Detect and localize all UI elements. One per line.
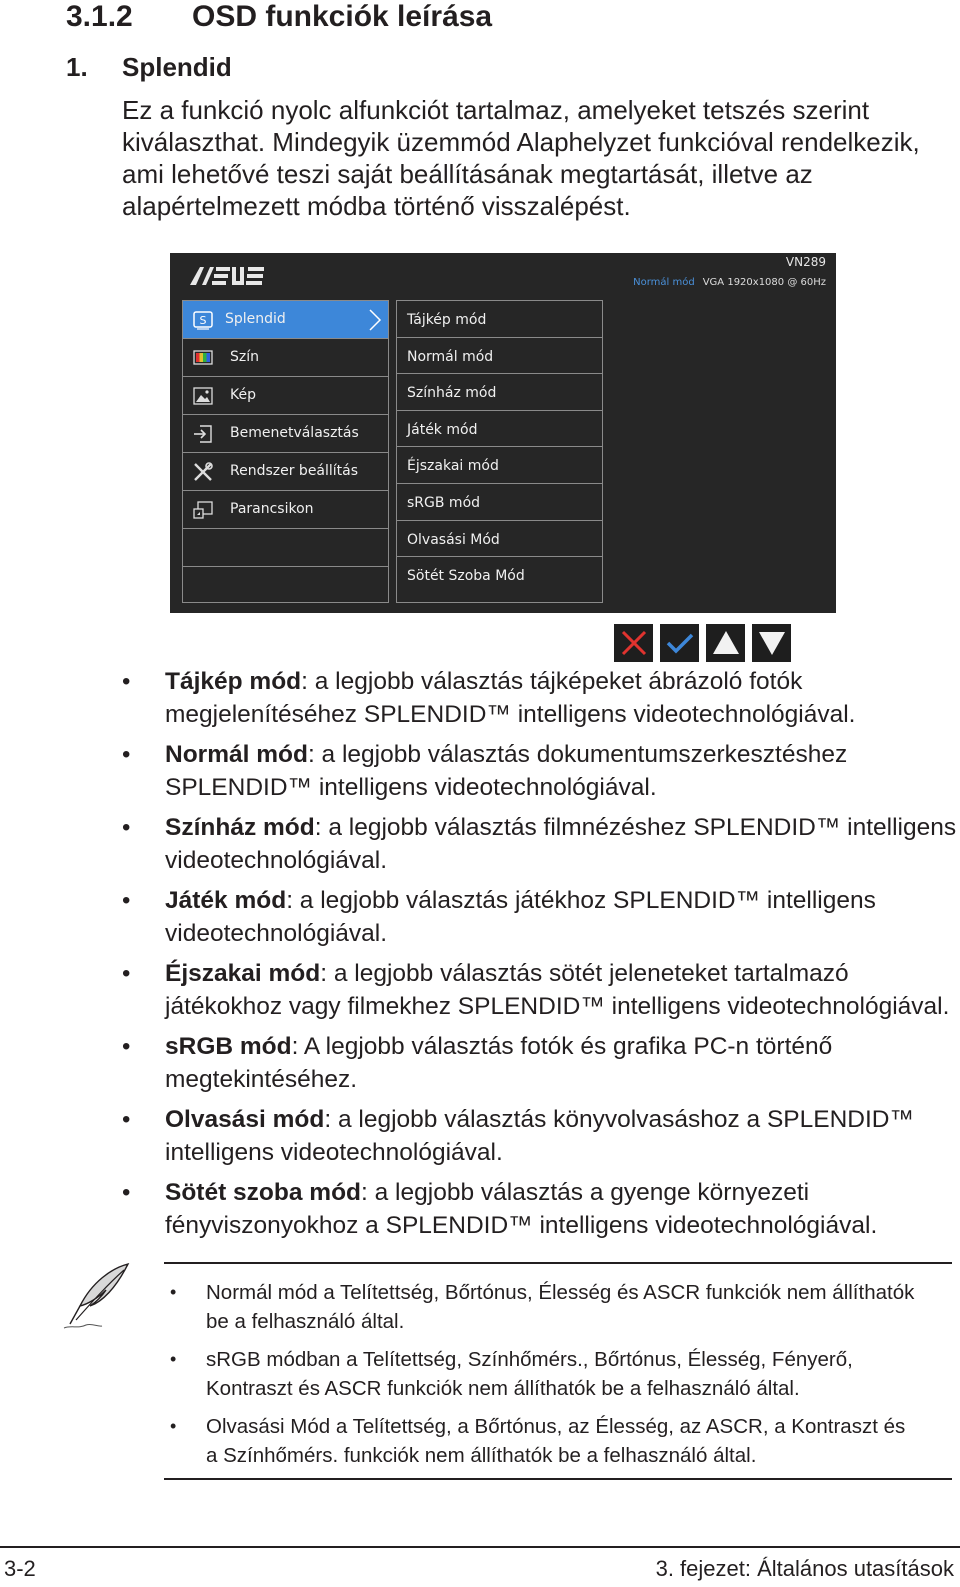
- osd-menu-item-splendid[interactable]: [183, 301, 388, 339]
- osd-submenu-item[interactable]: Sötét Szoba Mód: [407, 568, 525, 585]
- mode-term: Normál mód: [165, 741, 308, 768]
- list-item: [164, 1345, 954, 1403]
- list-item: [122, 811, 957, 877]
- osd-close-button[interactable]: [614, 624, 653, 662]
- note-text: • Olvasási Mód a Telítettség, a Bőrtónus, az Élesség, az ASCR, a Kontraszt és: [206, 1415, 906, 1438]
- osd-menu-item-system-setup[interactable]: [183, 453, 388, 491]
- mode-text: : a legjobb választás filmnézéshez SPLENDID™ intelligens: [314, 814, 957, 841]
- mode-text: : a legjobb választás könyvolvasáshoz a SPLENDID™: [324, 1106, 914, 1133]
- note-feather-icon: [62, 1262, 134, 1332]
- list-item: [164, 1278, 954, 1336]
- chevron-right-icon: [368, 308, 382, 332]
- mode-text: videotechnológiával.: [165, 847, 388, 874]
- mode-description-list: [122, 665, 957, 1249]
- arrow-up-icon: [711, 628, 741, 658]
- osd-up-button[interactable]: [706, 624, 745, 662]
- asus-logo: [190, 265, 270, 287]
- footer-rule: [0, 1546, 960, 1548]
- mode-text: videotechnológiával.: [165, 920, 388, 947]
- osd-submenu-item[interactable]: Olvasási Mód: [397, 521, 602, 558]
- page-number: 3-2: [4, 1556, 36, 1581]
- osd-menu-label: Szín: [230, 349, 259, 365]
- osd-menu-label: Parancsikon: [230, 501, 314, 517]
- osd-status-signal: VGA 1920x1080 @ 60Hz: [702, 277, 826, 288]
- mode-term: Színház mód: [165, 814, 315, 841]
- intro-line: alapértelmezett módba történő visszalépést.: [122, 191, 631, 221]
- osd-menu-item-image[interactable]: [183, 377, 388, 415]
- svg-text:S: S: [199, 314, 207, 327]
- osd-menu-item-shortcut[interactable]: [183, 491, 388, 529]
- osd-submenu-item[interactable]: Éjszakai mód: [397, 447, 602, 484]
- close-icon: [619, 628, 649, 658]
- mode-text: SPLENDID™ intelligens videotechnológiával.: [165, 774, 657, 801]
- mode-text: : a legjobb választás játékhoz SPLENDID™ intelligens: [286, 887, 876, 914]
- note-text: • Normál mód a Telítettség, Bőrtónus, Élesség és ASCR funkciók nem állíthatók: [206, 1281, 915, 1304]
- mode-text: : A legjobb választás fotók és grafika PC-n történő: [291, 1033, 833, 1060]
- section-heading: [66, 0, 492, 34]
- mode-text: megtekintéséhez.: [165, 1066, 358, 1093]
- osd-button-bar: [614, 624, 791, 662]
- list-item: [122, 1030, 952, 1096]
- note-top-rule: [164, 1262, 952, 1264]
- osd-menu-label: Splendid: [225, 311, 286, 327]
- check-icon: [665, 628, 695, 658]
- color-icon: [192, 347, 214, 369]
- subsection-heading: [66, 52, 232, 83]
- mode-text: megjelenítéséhez SPLENDID™ intelligens videotechnológiával.: [165, 701, 856, 728]
- mode-text: intelligens videotechnológiával.: [165, 1139, 503, 1166]
- chapter-title: 3. fejezet: Általános utasítások: [655, 1556, 954, 1581]
- osd-model-name: VN289: [785, 255, 826, 269]
- list-item: [122, 738, 952, 804]
- osd-menu-empty-row: [183, 567, 388, 604]
- splendid-icon: [192, 309, 214, 331]
- intro-paragraph: [122, 94, 922, 222]
- mode-term: Olvasási mód: [165, 1106, 325, 1133]
- osd-menu-label: Kép: [230, 387, 256, 403]
- osd-submenu-item[interactable]: Játék mód: [397, 411, 602, 448]
- list-item: [122, 665, 952, 731]
- list-item: [122, 957, 952, 1023]
- mode-term: sRGB mód: [165, 1033, 292, 1060]
- osd-submenu-item[interactable]: Normál mód: [397, 338, 602, 375]
- osd-menu-item-input[interactable]: [183, 415, 388, 453]
- osd-submenu-item[interactable]: Színház mód: [397, 374, 602, 411]
- mode-text: : a legjobb választás tájképeket ábrázoló fotók: [301, 668, 803, 695]
- section-title: OSD funkciók leírása: [192, 0, 493, 33]
- osd-menu-item-color[interactable]: [183, 339, 388, 377]
- osd-splendid-submenu: [396, 300, 603, 603]
- tools-icon: [192, 461, 214, 483]
- list-item: [122, 1176, 952, 1242]
- intro-line: kiválaszthat. Mindegyik üzemmód Alaphelyzet funkcióval rendelkezik,: [122, 127, 920, 157]
- note-text: a Színhőmérs. funkciók nem állíthatók be a felhasználó által.: [206, 1444, 757, 1467]
- osd-status-bar: [633, 277, 826, 288]
- osd-submenu-item[interactable]: Tájkép mód: [397, 301, 602, 338]
- subsection-title: Splendid: [122, 52, 232, 82]
- list-item: [122, 884, 952, 950]
- input-icon: [192, 423, 214, 445]
- mode-text: : a legjobb választás a gyenge környezeti: [361, 1179, 810, 1206]
- osd-down-button[interactable]: [752, 624, 791, 662]
- shortcut-icon: [192, 499, 214, 521]
- mode-term: Éjszakai mód: [165, 960, 321, 987]
- intro-line: Ez a funkció nyolc alfunkciót tartalmaz, amelyeket tetszés szerint: [122, 95, 870, 125]
- mode-text: : a legjobb választás sötét jeleneteket tartalmazó: [320, 960, 849, 987]
- note-text: • sRGB módban a Telítettség, Színhőmérs., Bőrtónus, Élesség, Fényerő,: [206, 1348, 853, 1371]
- osd-status-mode: Normál mód: [633, 277, 695, 288]
- note-text: Kontraszt és ASCR funkciók nem állíthatók be a felhasználó által.: [206, 1377, 800, 1400]
- osd-main-menu: [182, 300, 389, 603]
- osd-menu-empty-row: [183, 529, 388, 567]
- list-item: [164, 1412, 954, 1470]
- osd-confirm-button[interactable]: [660, 624, 699, 662]
- note-text: be a felhasználó által.: [206, 1310, 405, 1333]
- note-bottom-rule: [164, 1478, 952, 1480]
- mode-term: Játék mód: [165, 887, 287, 914]
- intro-line: ami lehetővé teszi saját beállításának megtartását, illetve az: [122, 159, 813, 189]
- osd-menu-screenshot: [170, 253, 836, 613]
- arrow-down-icon: [757, 628, 787, 658]
- note-list: [164, 1278, 954, 1479]
- mode-term: Tájkép mód: [165, 668, 302, 695]
- osd-submenu-item[interactable]: sRGB mód: [397, 484, 602, 521]
- image-icon: [192, 385, 214, 407]
- mode-term: Sötét szoba mód: [165, 1179, 362, 1206]
- subsection-number: 1.: [66, 52, 88, 82]
- osd-menu-label: Rendszer beállítás: [230, 463, 359, 479]
- osd-menu-label: Bemenetválasztás: [230, 425, 359, 441]
- list-item: [122, 1103, 952, 1169]
- section-number: 3.1.2: [66, 0, 133, 33]
- mode-text: : a legjobb választás dokumentumszerkesztéshez: [307, 741, 848, 768]
- mode-text: játékokhoz vagy filmekhez SPLENDID™ intelligens videotechnológiával.: [165, 993, 950, 1020]
- mode-text: fényviszonyokhoz a SPLENDID™ intelligens videotechnológiával.: [165, 1212, 878, 1239]
